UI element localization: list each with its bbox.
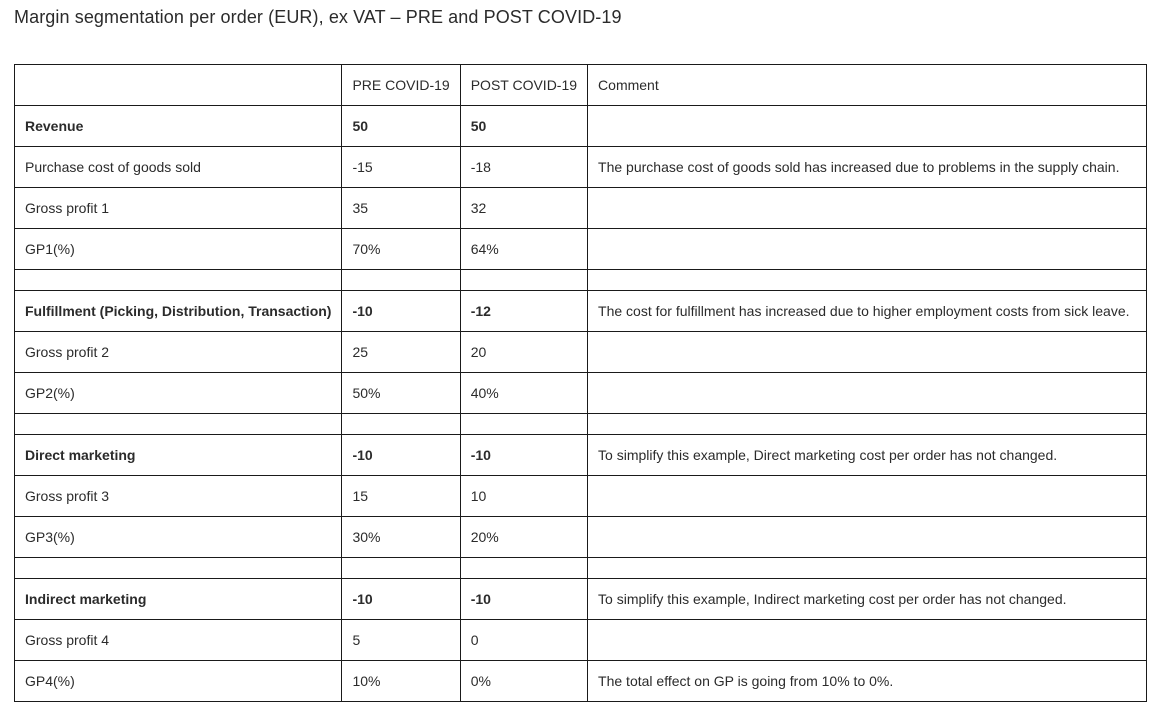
spacer-row <box>15 414 1147 435</box>
row-label-cell: GP3(%) <box>15 517 342 558</box>
table-row <box>15 106 1147 147</box>
margin-table <box>14 64 1147 702</box>
header-cell-pre-covid: PRE COVID-19 <box>342 65 460 106</box>
pre-covid-cell: -10 <box>342 291 460 332</box>
post-covid-cell: 0 <box>460 620 587 661</box>
post-covid-cell <box>460 414 587 435</box>
post-covid-cell: 20 <box>460 332 587 373</box>
comment-cell <box>588 558 1147 579</box>
table-body <box>15 65 1147 702</box>
pre-covid-cell: 25 <box>342 332 460 373</box>
comment-cell <box>588 476 1147 517</box>
comment-cell <box>588 517 1147 558</box>
spacer-row <box>15 558 1147 579</box>
table-row <box>15 188 1147 229</box>
post-covid-cell <box>460 558 587 579</box>
post-covid-cell: 20% <box>460 517 587 558</box>
comment-cell: To simplify this example, Indirect marketing cost per order has not changed. <box>588 579 1147 620</box>
header-cell-post-covid: POST COVID-19 <box>460 65 587 106</box>
row-label-cell: GP4(%) <box>15 661 342 702</box>
row-label-cell: Gross profit 2 <box>15 332 342 373</box>
post-covid-cell: -10 <box>460 435 587 476</box>
post-covid-cell: 32 <box>460 188 587 229</box>
pre-covid-cell: 35 <box>342 188 460 229</box>
header-cell-comment: Comment <box>588 65 1147 106</box>
pre-covid-cell: 70% <box>342 229 460 270</box>
pre-covid-cell: 50 <box>342 106 460 147</box>
post-covid-cell: -10 <box>460 579 587 620</box>
pre-covid-cell: -10 <box>342 579 460 620</box>
table-row <box>15 476 1147 517</box>
row-label-cell: GP1(%) <box>15 229 342 270</box>
table-row <box>15 373 1147 414</box>
row-label-cell: Purchase cost of goods sold <box>15 147 342 188</box>
table-row <box>15 661 1147 702</box>
page-title: Margin segmentation per order (EUR), ex VAT – PRE and POST COVID-19 <box>14 7 622 27</box>
pre-covid-cell: -10 <box>342 435 460 476</box>
row-label-cell: Gross profit 1 <box>15 188 342 229</box>
comment-cell <box>588 373 1147 414</box>
table-row <box>15 332 1147 373</box>
table-row <box>15 579 1147 620</box>
comment-cell <box>588 414 1147 435</box>
pre-covid-cell: 50% <box>342 373 460 414</box>
comment-cell: To simplify this example, Direct marketing cost per order has not changed. <box>588 435 1147 476</box>
post-covid-cell <box>460 270 587 291</box>
comment-cell: The purchase cost of goods sold has increased due to problems in the supply chain. <box>588 147 1147 188</box>
row-label-cell <box>15 558 342 579</box>
comment-cell <box>588 620 1147 661</box>
row-label-cell: GP2(%) <box>15 373 342 414</box>
pre-covid-cell: 5 <box>342 620 460 661</box>
comment-cell <box>588 229 1147 270</box>
comment-cell <box>588 332 1147 373</box>
row-label-cell <box>15 270 342 291</box>
post-covid-cell: 64% <box>460 229 587 270</box>
table-header-row <box>15 65 1147 106</box>
row-label-cell <box>15 414 342 435</box>
post-covid-cell: 40% <box>460 373 587 414</box>
comment-cell <box>588 106 1147 147</box>
post-covid-cell: -12 <box>460 291 587 332</box>
spacer-row <box>15 270 1147 291</box>
table-row <box>15 435 1147 476</box>
pre-covid-cell: 15 <box>342 476 460 517</box>
comment-cell <box>588 270 1147 291</box>
row-label-cell: Gross profit 3 <box>15 476 342 517</box>
row-label-cell: Direct marketing <box>15 435 342 476</box>
post-covid-cell: -18 <box>460 147 587 188</box>
header-cell-label <box>15 65 342 106</box>
row-label-cell: Indirect marketing <box>15 579 342 620</box>
row-label-cell: Fulfillment (Picking, Distribution, Transaction) <box>15 291 342 332</box>
table-row <box>15 229 1147 270</box>
pre-covid-cell <box>342 414 460 435</box>
post-covid-cell: 10 <box>460 476 587 517</box>
row-label-cell: Revenue <box>15 106 342 147</box>
post-covid-cell: 50 <box>460 106 587 147</box>
comment-cell <box>588 188 1147 229</box>
pre-covid-cell <box>342 558 460 579</box>
table-row <box>15 291 1147 332</box>
pre-covid-cell <box>342 270 460 291</box>
comment-cell: The total effect on GP is going from 10% to 0%. <box>588 661 1147 702</box>
table-row <box>15 517 1147 558</box>
pre-covid-cell: 30% <box>342 517 460 558</box>
table-row <box>15 147 1147 188</box>
pre-covid-cell: 10% <box>342 661 460 702</box>
table-row <box>15 620 1147 661</box>
row-label-cell: Gross profit 4 <box>15 620 342 661</box>
post-covid-cell: 0% <box>460 661 587 702</box>
pre-covid-cell: -15 <box>342 147 460 188</box>
comment-cell: The cost for fulfillment has increased due to higher employment costs from sick leave. <box>588 291 1147 332</box>
